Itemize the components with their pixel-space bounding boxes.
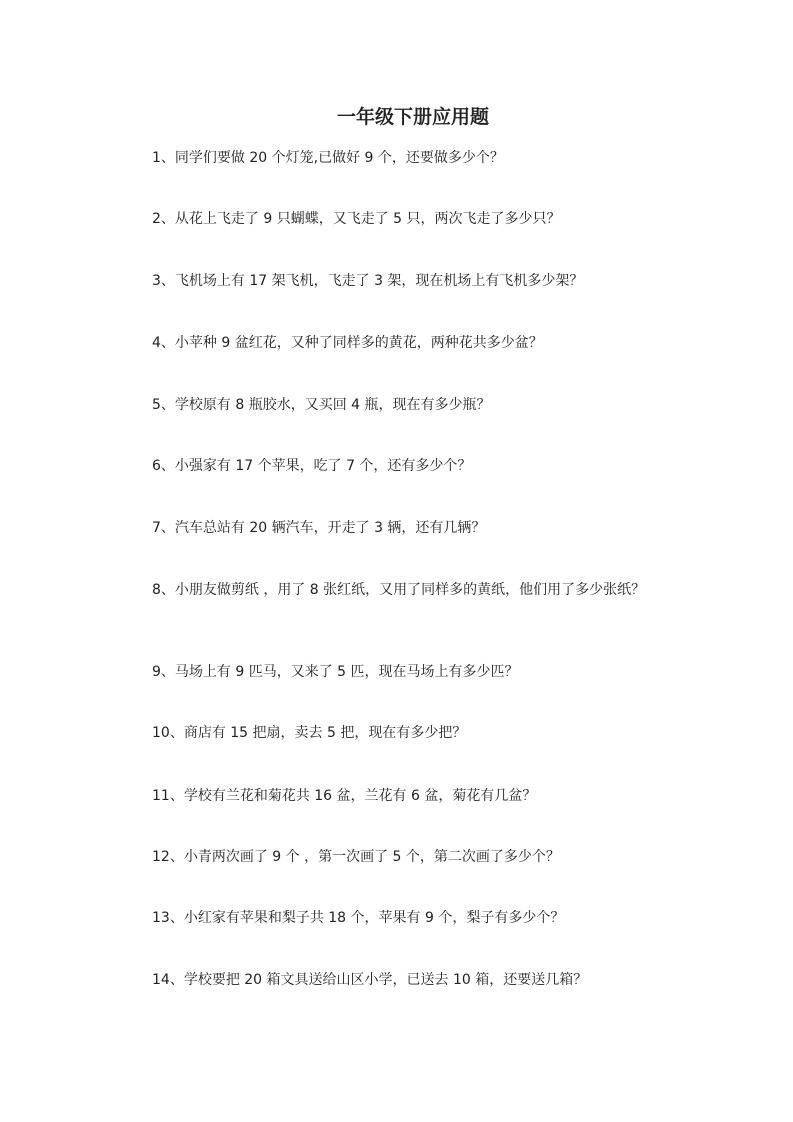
question-item: 3、飞机场上有 17 架飞机，飞走了 3 架，现在机场上有飞机多少架？	[152, 273, 584, 289]
question-item: 1、同学们要做 20 个灯笼,已做好 9 个，还要做多少个？	[152, 150, 504, 166]
question-item: 10、商店有 15 把扇，卖去 5 把，现在有多少把？	[152, 725, 467, 741]
question-item: 8、小朋友做剪纸 ，用了 8 张红纸，又用了同样多的黄纸，他们用了多少张纸？	[152, 582, 646, 598]
question-item: 12、小青两次画了 9 个 ，第一次画了 5 个，第二次画了多少个？	[152, 849, 560, 865]
question-item: 14、学校要把 20 箱文具送给山区小学，已送去 10 箱，还要送几箱？	[152, 972, 588, 988]
question-item: 11、学校有兰花和菊花共 16 盆，兰花有 6 盆，菊花有几盆？	[152, 788, 537, 804]
question-item: 4、小苹种 9 盆红花，又种了同样多的黄花，两种花共多少盆？	[152, 335, 543, 351]
question-item: 2、从花上飞走了 9 只蝴蝶，又飞走了 5 只，两次飞走了多少只？	[152, 211, 561, 227]
question-item: 6、小强家有 17 个苹果，吃了 7 个，还有多少个？	[152, 458, 472, 474]
page-title: 一年级下册应用题	[336, 106, 489, 128]
question-item: 5、学校原有 8 瓶胶水，又买回 4 瓶，现在有多少瓶？	[152, 397, 491, 413]
question-item: 9、马场上有 9 匹马，又来了 5 匹，现在马场上有多少匹？	[152, 664, 519, 680]
question-item: 13、小红家有苹果和梨子共 18 个，苹果有 9 个，梨子有多少个？	[152, 910, 565, 926]
question-item: 7、汽车总站有 20 辆汽车，开走了 3 辆，还有几辆？	[152, 520, 486, 536]
